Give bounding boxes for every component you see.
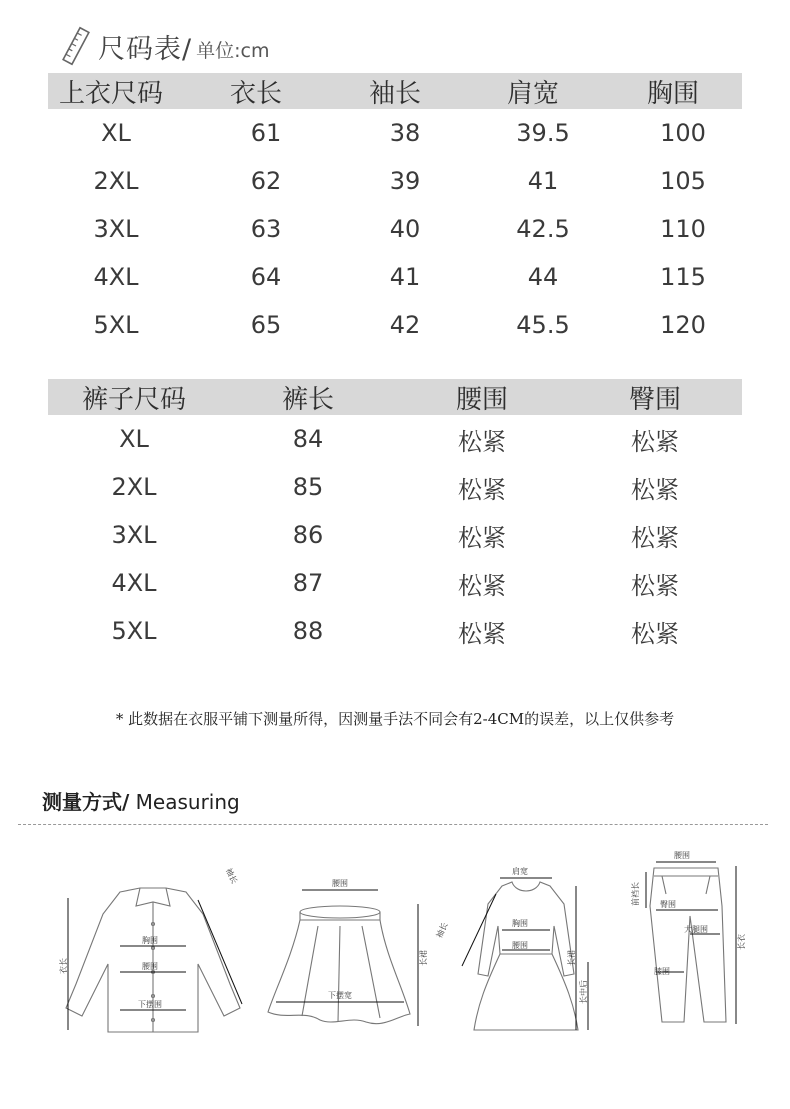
table-row [48,253,742,301]
knee-label: 膝围 [654,967,670,976]
header-cell: 袖长 [368,78,421,109]
table-cell: XL [119,425,149,453]
pants-size-table [48,379,742,655]
length-label: 长裙 [567,950,576,966]
header-cell: 肩宽 [506,78,559,109]
waist-label: 腰围 [512,941,528,950]
table-cell: 65 [250,311,282,339]
skirt-diagram [262,876,432,1036]
shirt-illustration [58,866,248,1034]
back-length-label: 长中后 [579,980,588,1004]
table-cell: 100 [660,119,706,147]
table-cell: 42 [389,311,421,339]
table-cell: 84 [292,425,324,453]
table-cell: 5XL [93,311,139,339]
table-cell: 松紧 [458,571,506,600]
dress-diagram [434,864,596,1040]
table-cell: 3XL [93,215,139,243]
measurement-note: * 此数据在衣服平铺下测量所得，因测量手法不同会有2-4CM的误差，以上仅供参考 [115,710,675,728]
table-cell: 64 [250,263,282,291]
table-cell: 38 [389,119,421,147]
thigh-label: 大腿围 [684,925,708,934]
size-chart-header [60,24,269,68]
table-row [48,511,742,559]
header-cell: 胸围 [646,78,699,109]
ruler-icon [60,26,92,66]
unit-label: 单位:cm [196,39,270,62]
table-cell: 松紧 [631,475,679,504]
table-cell: 松紧 [458,475,506,504]
table-row [48,157,742,205]
table-header [48,73,742,109]
table-cell: 2XL [111,473,157,501]
table-cell: 40 [389,215,421,243]
table-cell: 87 [292,569,324,597]
table-row [48,559,742,607]
table-cell: 63 [250,215,282,243]
table-cell: 松紧 [458,523,506,552]
table-cell: 松紧 [631,523,679,552]
waist-label: 腰围 [674,851,690,860]
hip-label: 臀围 [660,900,676,909]
front-rise-label: 前裆长 [631,882,640,906]
measuring-title-cn: 测量方式/ [42,790,130,814]
length-label: 长衣 [737,934,746,950]
table-cell: 松紧 [631,571,679,600]
table-cell: 85 [292,473,324,501]
table-cell: 2XL [93,167,139,195]
table-row [48,109,742,157]
pants-illustration [622,846,752,1032]
table-row [48,415,742,463]
hem-label: 下摆宽 [328,991,352,1000]
sleeve-label: 袖长 [223,866,239,886]
table-cell: 41 [527,167,559,195]
shirt-diagram [58,866,248,1038]
table-cell: 62 [250,167,282,195]
hem-label: 下摆围 [138,1000,162,1009]
table-cell: XL [101,119,131,147]
pants-diagram [622,846,752,1036]
table-cell: 115 [660,263,706,291]
table-row [48,463,742,511]
skirt-illustration [262,876,432,1032]
table-cell: 45.5 [516,311,570,339]
table-cell: 3XL [111,521,157,549]
table-cell: 86 [292,521,324,549]
table-cell: 42.5 [516,215,570,243]
header-cell: 裤子尺码 [81,384,186,415]
header-cell: 腰围 [455,384,508,415]
page-title: 尺码表/ [98,33,193,65]
table-cell: 39.5 [516,119,570,147]
header-cell: 臀围 [628,384,681,415]
measuring-title-en: Measuring [129,790,240,814]
table-cell: 120 [660,311,706,339]
shoulder-label: 肩宽 [512,867,528,876]
waist-label: 腰围 [142,962,158,971]
table-cell: 5XL [111,617,157,645]
header-cell: 衣长 [229,78,282,109]
table-row [48,607,742,655]
table-header [48,379,742,415]
table-row [48,301,742,349]
measuring-title [42,786,240,815]
length-label: 衣长 [59,958,68,974]
waist-label: 腰围 [332,879,348,888]
table-cell: 松紧 [631,427,679,456]
chest-label: 胸围 [512,919,528,928]
table-cell: 松紧 [631,619,679,648]
table-cell: 105 [660,167,706,195]
header-cell: 裤长 [281,384,334,415]
table-cell: 88 [292,617,324,645]
sleeve-label: 袖长 [434,921,450,940]
divider [18,824,768,825]
table-cell: 44 [527,263,559,291]
table-row [48,205,742,253]
table-cell: 110 [660,215,706,243]
table-cell: 松紧 [458,619,506,648]
table-cell: 41 [389,263,421,291]
table-cell: 4XL [111,569,157,597]
dress-illustration [434,864,596,1036]
chest-label: 胸围 [142,936,158,945]
table-cell: 4XL [93,263,139,291]
top-size-table [48,73,742,349]
table-cell: 松紧 [458,427,506,456]
header-cell: 上衣尺码 [58,78,163,109]
length-label: 长裙 [419,950,428,966]
table-cell: 39 [389,167,421,195]
table-cell: 61 [250,119,282,147]
